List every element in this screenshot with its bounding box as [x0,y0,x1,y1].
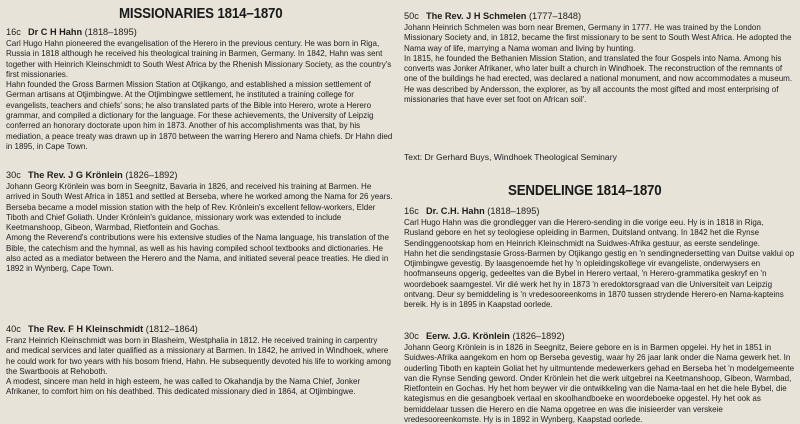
kronlein-section-en [6,170,394,274]
schmelen-header-en: 50c The Rev. J H Schmelen (1777–1848) [404,11,582,21]
kronlein-body-af: Johann Georg Krönlein is in 1826 in Seegnitz, Beiere gebore en is in Barmen opgelei. Hy het in 1851 in Suidwes-Afrika aangekom en hom op Berseba gevestig, waar hy 26 jaar lank onder die Nama gewerk het. In ouderling Tiboth en kaptein Goliat het hy uitmuntende medewerkers gehad en Berseba het 'n modelgemeente van die Rynse Sending geword. Onder Krönlein het die werk uitgebrei na Keetmanshoop, Gibeon, Warmbad, Rietfontein en Gochas. Hy het hom beywer vir die ontwikkeling van die Nama-taal en het die hele Bybel, die kategismus en die gesangboek vertaal en skoolhandboeke en woordeboeke opgestel. Hy het ook as bemiddelaar tussen die Herero en die Nama opgetree en was die inisieerder van verskeie vredesooreenkomste. Hy is in 1892 in Wynberg, Kaapstad oorlede. [404,342,795,424]
hahn-body-af: Carl Hugo Hahn was die grondlegger van die Herero-sending in die vorige eeu. Hy is in 1818 in Riga, Rusland gebore en het sy teologiese opleiding in Barmen, Duitsland ontvang. In 1842 het die Rynse Sendinggenootskap hom en Heinrich Kleinschmidt na Suidwes-Afrika gestuur, as eerste sendelinge. Hahn het die sendingstasie Gross-Barmen by Otjikango gestig en 'n sendingnedersetting van Duitse vaklui op Otjimbingwe gevestig. By laasgenoemde het hy 'n opleidingskollege vir evangeliste, onderwysers en hoofmanseuns opgerig, gedeeltes van die Bybel in Herero vertaal, 'n Herero-grammatika geskryf en 'n woordeboek saamgestel. Vir dié werk het hy in 1873 'n eredoktorsgraad van die Universiteit van Leipzig ontvang. Deur sy bemiddeling is 'n vredesooreenkoms in 1870 tussen strydende Herero-en Nama-kapteins bereik. Hy is in 1895 in Kaapstad oorlede. [404,217,795,310]
kleinschmidt-header-en: 40c The Rev. F H Kleinschmidt (1812–1864) [6,324,198,334]
kronlein-section-af [404,331,796,424]
sendelinge-title: SENDELINGE 1814–1870 [508,183,662,199]
text-credit: Text: Dr Gerhard Buys, Windhoek Theological Seminary [404,152,617,162]
hahn-section-en [6,27,394,151]
hahn-section-af [404,206,796,310]
kronlein-header-en: 30c The Rev. J G Krönlein (1826–1892) [6,170,178,180]
schmelen-section-en [404,11,796,104]
hahn-body-en: Carl Hugo Hahn pioneered the evangelisation of the Herero in the previous century. He was born in Riga, Russia in 1818 although he received his theological training in Barmen, Germany. In 1842, Hahn was sent together with Heinrich Kleinschmidt to South West Africa by the Rhenish Missionary Society, as the country's first missionaries. Hahn founded the Gross Barmen Mission Station at Otjikango, and established a mission settlement of German artisans at Otjimbingwe. At the Otjimbingwe settlement, he instituted a training college for evangelists, teachers and chiefs' sons; he also translated parts of the Bible into Herero, wrote a Herero grammar, and compiled a dictionary for the language. For these achievements, the University of Leipzig conferred an honorary doctorate upon him in 1873. Another of his accomplishments was that, by his mediation, a peace treaty was drawn up in 1870 between the warring Herero and Nama chiefs. Dr Hahn died in 1895, in Cape Town. [6,38,393,151]
kleinschmidt-section-en [6,324,394,397]
hahn-header-af: 16c Dr. C.H. Hahn (1818–1895) [404,206,540,216]
hahn-header-en: 16c Dr C H Hahn (1818–1895) [6,27,137,37]
missionaries-title: MISSIONARIES 1814–1870 [119,6,283,22]
kleinschmidt-body-en: Franz Heinrich Kleinschmidt was born in Blasheim, Westphalia in 1812. He received training in carpentry and medical services and later qualified as a missionary at Barmen. In 1842, he arrived in Windhoek, where he could work for two years with his bosom friend, Hahn. He subsequently devoted his life to working among the Swartboois at Rehoboth. A modest, sincere man held in high esteem, he was called to Okahandja by the Nama Chief, Jonker Afrikaner, to comfort him on his deathbed. This dedicated missionary died in 1864, at Otjimbingwe. [6,335,391,397]
schmelen-body-en: Johann Heinrich Schmelen was born near Bremen, Germany in 1777. He was trained by the London Missionary Society and, in 1812, became the first missionary to be sent to South West Africa. He adopted the Nama way of life, marrying a Nama woman and living by hunting. In 1815, he founded the Bethanien Mission Station, and translated the four Gospels into Nama. Among his converts was Jonker Afrikaner, who later built a church in Windhoek. The reconstruction of the remnants of one of the buildings he had erected, was declared a national monument, and now accommodates a museum. He was described by Andersson, the explorer, as 'by all accounts the most gifted and most enterprising of missionaries that have ever set foot on African soil'. [404,22,793,105]
kronlein-header-af: 30c Eerw. J.G. Krönlein (1826–1892) [404,331,565,341]
kronlein-body-en: Johann Georg Krönlein was born in Seegnitz, Bavaria in 1826, and received his training at Barmen. He arrived in South West Africa in 1851 and settled at Berseba, where he worked among the Nama for 26 years. Berseba became a model mission station with the help of Rev. Krönlein's excellent fellow-workers, Elder Tiboth and Chief Goliath. Under Krönlein's guidance, missionary work was extended to include Keetmanshoop, Gibeon, Warmbad, Rietfontein and Gochas. Among the Reverend's contributions were his extensive studies of the Nama language, his translation of the Bible, the catechism and the hymnal, as well as his having compiled school textbooks and dictionaries. He also acted as a mediator between the Herero and the Nama, and initiated several peace treaties. He died in 1892 in Wynberg, Cape Town. [6,181,393,274]
